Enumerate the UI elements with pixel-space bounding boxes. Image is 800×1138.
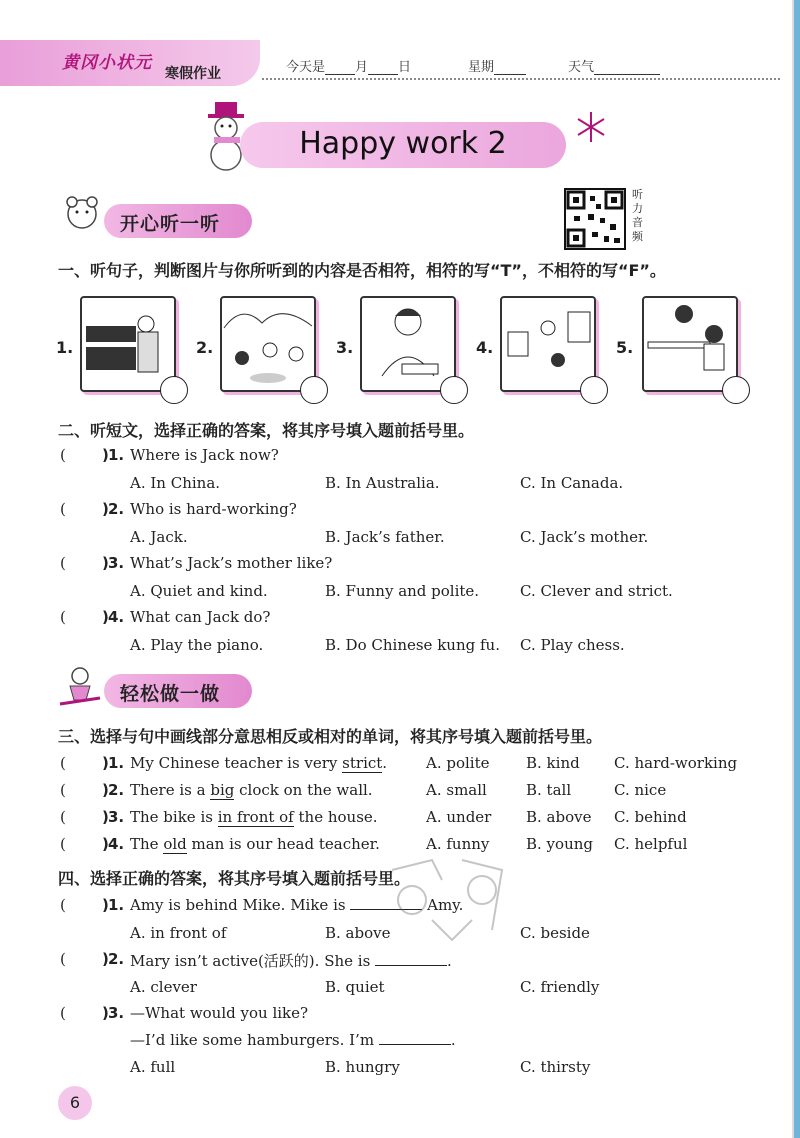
answer-paren[interactable]: ( [60, 950, 66, 968]
day-label: 日 [398, 60, 412, 75]
picture-number: 1. [56, 338, 74, 357]
weather-field [568, 56, 660, 75]
option-c: C. In Canada. [520, 474, 624, 492]
question-number: 2. [108, 781, 125, 799]
question-text-end: . [450, 1031, 456, 1049]
today-label: 今天是 [286, 60, 326, 75]
answer-circle-1[interactable] [160, 376, 188, 404]
question-number: 2. [108, 500, 125, 518]
page-edge [794, 0, 800, 1138]
question-text: Mary isn’t active(活跃的). She is [130, 952, 376, 970]
option-c: C. beside [520, 924, 590, 942]
picture-picnic [220, 296, 316, 392]
question-text: The bike is [130, 808, 218, 826]
option-c: C. thirsty [520, 1058, 591, 1076]
option-b: B. Do Chinese kung fu. [325, 636, 500, 654]
page-title: Happy work 2 [299, 126, 507, 161]
question-text-end: . [447, 952, 452, 970]
stamp-watermark-icon [372, 840, 522, 960]
answer-circle-4[interactable] [580, 376, 608, 404]
option-a: A. clever [130, 978, 197, 996]
option-c: C. nice [614, 781, 667, 799]
answer-circle-3[interactable] [440, 376, 468, 404]
option-a: A. polite [426, 754, 490, 772]
option-c: C. behind [614, 808, 687, 826]
question-number: 1. [108, 446, 125, 464]
option-a: A. funny [426, 835, 490, 853]
option-b: B. quiet [325, 978, 385, 996]
picnic-icon [222, 298, 314, 390]
part2-heading: 二、听短文，选择正确的答案，将其序号填入题前括号里。 [58, 421, 475, 440]
snowflake-icon [574, 110, 608, 144]
question-row-continued [130, 1031, 456, 1049]
page-edge-shadow [792, 0, 794, 1138]
option-a: A. Play the piano. [130, 636, 264, 654]
question-text-end: Amy. [422, 896, 464, 914]
option-b: B. above [325, 924, 391, 942]
picture-number: 5. [616, 338, 634, 357]
section-tag-listen [104, 204, 252, 238]
picture-painting [500, 296, 596, 392]
question-number: 3. [108, 1004, 125, 1022]
qr-pattern-icon [566, 190, 624, 248]
answer-paren[interactable]: ( [60, 608, 66, 626]
answer-circle-5[interactable] [722, 376, 750, 404]
paren-close: ) [102, 608, 109, 626]
header-title: 寒假作业 [165, 66, 221, 82]
weather-blank[interactable] [594, 61, 660, 75]
option-b: B. above [526, 808, 592, 826]
option-c: C. friendly [520, 978, 600, 996]
option-b: B. young [526, 835, 593, 853]
qr-code[interactable] [564, 188, 626, 250]
option-c: C. Jack’s mother. [520, 528, 649, 546]
option-c: C. helpful [614, 835, 688, 853]
picture-number: 2. [196, 338, 214, 357]
question-number: 2. [108, 950, 125, 968]
section-tag-listen-label: 开心听一听 [120, 213, 221, 235]
question-text: What can Jack do? [130, 608, 271, 626]
paren-close: ) [102, 781, 109, 799]
option-c: C. Clever and strict. [520, 582, 673, 600]
question-text: What’s Jack’s mother like? [130, 554, 333, 572]
date-field [286, 56, 411, 75]
option-a: A. in front of [130, 924, 227, 942]
question-number: 3. [108, 808, 125, 826]
question-text: Amy is behind Mike. Mike is [130, 896, 351, 914]
paren-close: ) [102, 554, 109, 572]
option-b: B. Jack’s father. [325, 528, 445, 546]
weekday-field [468, 56, 526, 75]
picture-reading [642, 296, 738, 392]
piano-player-icon [82, 298, 174, 390]
answer-paren[interactable]: ( [60, 835, 66, 853]
weather-label: 天气 [568, 60, 595, 75]
question-text-end: clock on the wall. [234, 781, 373, 799]
paren-close: ) [102, 896, 109, 914]
question-text: There is a [130, 781, 211, 799]
answer-circle-2[interactable] [300, 376, 328, 404]
section-tag-easy [104, 674, 252, 708]
month-blank[interactable] [325, 61, 355, 75]
day-blank[interactable] [368, 61, 398, 75]
boy-writing-icon [362, 298, 454, 390]
skier-icon [56, 664, 104, 708]
question-text-end: man is our head teacher. [186, 835, 380, 853]
part4-heading: 四、选择正确的答案，将其序号填入题前括号里。 [58, 869, 411, 888]
option-a: A. Quiet and kind. [130, 582, 268, 600]
paren-close: ) [102, 808, 109, 826]
question-number: 3. [108, 554, 125, 572]
question-text-end: the house. [293, 808, 378, 826]
underlined-word: strict [342, 754, 383, 772]
question-text: The [130, 835, 164, 853]
bear-icon [60, 192, 104, 236]
option-c: C. hard-working [614, 754, 738, 772]
option-a: A. under [426, 808, 492, 826]
part3-heading: 三、选择与句中画线部分意思相反或相对的单词，将其序号填入题前括号里。 [58, 727, 603, 746]
qr-label: 听力音频 [632, 188, 643, 243]
question-number: 1. [108, 896, 125, 914]
underlined-word: big [210, 781, 235, 799]
option-b: B. hungry [325, 1058, 400, 1076]
answer-paren[interactable]: ( [60, 754, 66, 772]
weekday-blank[interactable] [494, 61, 526, 75]
paren-close: ) [102, 835, 109, 853]
underlined-word: old [163, 835, 187, 853]
question-number: 4. [108, 835, 125, 853]
question-number: 4. [108, 608, 125, 626]
option-a: A. full [130, 1058, 176, 1076]
picture-piano [80, 296, 176, 392]
month-label: 月 [355, 60, 369, 75]
option-a: A. In China. [130, 474, 221, 492]
picture-number: 4. [476, 338, 494, 357]
question-text: —What would you like? [130, 1004, 309, 1022]
header-logo: 黄冈小状元 [62, 53, 152, 73]
question-number: 1. [108, 754, 125, 772]
underlined-word: in front of [217, 808, 294, 826]
paren-close: ) [102, 950, 109, 968]
option-b: B. tall [526, 781, 572, 799]
question-text: My Chinese teacher is very [130, 754, 343, 772]
paren-close: ) [102, 500, 109, 518]
paren-close: ) [102, 1004, 109, 1022]
answer-paren[interactable]: ( [60, 896, 66, 914]
answer-paren[interactable]: ( [60, 1004, 66, 1022]
option-a: A. Jack. [130, 528, 188, 546]
answer-paren[interactable]: ( [60, 554, 66, 572]
option-c: C. Play chess. [520, 636, 625, 654]
page-number: 6 [58, 1086, 92, 1120]
fill-blank[interactable] [379, 1031, 451, 1045]
question-text: —I’d like some hamburgers. I’m [130, 1031, 379, 1049]
picture-writing [360, 296, 456, 392]
paren-close: ) [102, 754, 109, 772]
answer-paren[interactable]: ( [60, 446, 66, 464]
answer-paren[interactable]: ( [60, 808, 66, 826]
question-text: Where is Jack now? [130, 446, 279, 464]
option-b: B. kind [526, 754, 580, 772]
option-a: A. small [426, 781, 487, 799]
section-tag-easy-label: 轻松做一做 [120, 683, 221, 705]
kids-reading-icon [644, 298, 736, 390]
kids-painting-icon [502, 298, 594, 390]
part1-heading: 一、听句子，判断图片与你所听到的内容是否相符，相符的写“T”，不相符的写“F”。 [58, 261, 666, 280]
paren-close: ) [102, 446, 109, 464]
answer-paren[interactable]: ( [60, 781, 66, 799]
question-text: Who is hard-working? [130, 500, 297, 518]
question-text-end: . [382, 754, 388, 772]
answer-paren[interactable]: ( [60, 500, 66, 518]
option-b: B. In Australia. [325, 474, 440, 492]
option-b: B. Funny and polite. [325, 582, 480, 600]
header-dotted-line [262, 78, 780, 80]
weekday-label: 星期 [468, 60, 495, 75]
title-banner [240, 122, 566, 168]
picture-number: 3. [336, 338, 354, 357]
